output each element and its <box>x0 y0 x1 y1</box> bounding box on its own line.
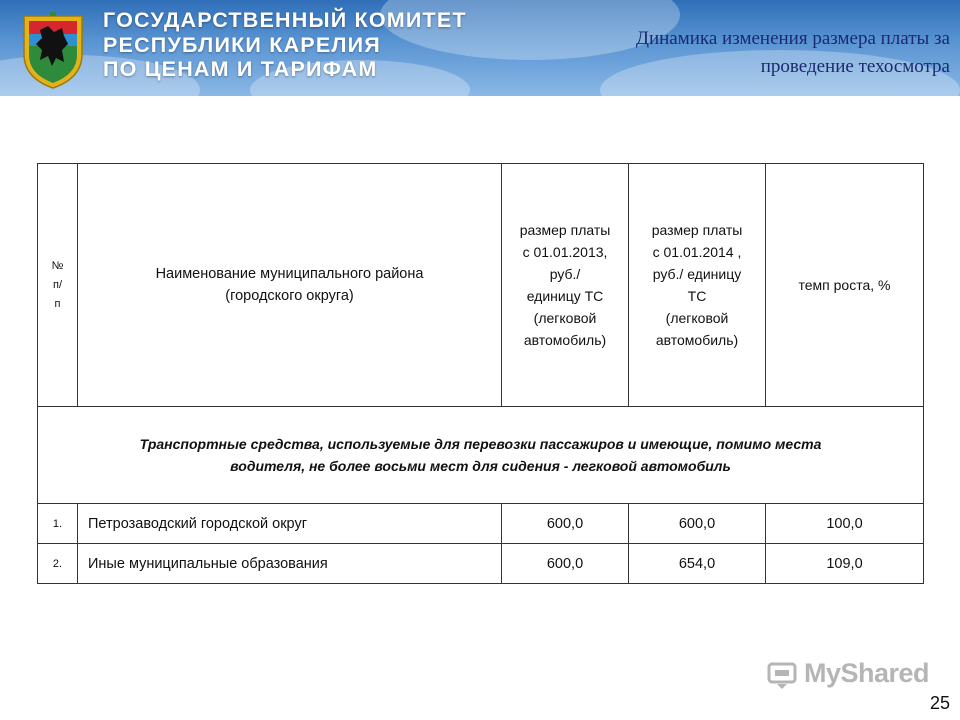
table-row <box>38 544 924 584</box>
header-text: автомобиль) <box>523 332 607 348</box>
org-line: ПО ЦЕНАМ И ТАРИФАМ <box>103 57 378 81</box>
org-line: ГОСУДАРСТВЕННЫЙ КОМИТЕТ <box>103 8 467 32</box>
header-text: п <box>54 297 61 310</box>
section-text: водителя, не более восьми мест для сидения - легковой автомобиль <box>230 458 731 474</box>
cell-growth: 100,0 <box>766 504 924 544</box>
table-row <box>38 504 924 544</box>
cell-fee-2014: 600,0 <box>629 504 766 544</box>
header-text: руб./ <box>549 266 581 282</box>
cell-fee-2014: 654,0 <box>629 544 766 584</box>
cell-growth: 109,0 <box>766 544 924 584</box>
watermark-text: MyShared <box>804 658 930 688</box>
header-banner <box>0 0 960 96</box>
fees-table <box>37 163 924 584</box>
header-text: ТС <box>687 288 707 304</box>
header-text: № <box>51 259 64 272</box>
header-cell-fee-2014 <box>629 164 766 407</box>
header-text: п/ <box>52 278 62 291</box>
organization-name <box>103 8 467 82</box>
cell-num: 2. <box>38 544 78 584</box>
header-text: руб./ единицу <box>652 266 742 282</box>
header-text: размер платы <box>651 222 743 238</box>
slide-title-line: Динамика изменения размера платы за <box>636 28 950 49</box>
karelia-emblem-icon <box>20 6 86 90</box>
header-text: автомобиль) <box>655 332 739 348</box>
slide-title-line: проведение техосмотра <box>760 56 950 77</box>
header-text: с 01.01.2014 , <box>652 244 742 260</box>
header-text: (городского округа) <box>225 288 354 304</box>
header-cell-fee-2013 <box>502 164 629 407</box>
section-text: Транспортные средства, используемые для перевозки пассажиров и имеющие, помимо места <box>139 436 822 452</box>
cell-region: Иные муниципальные образования <box>78 544 502 584</box>
header-text: с 01.01.2013, <box>522 244 608 260</box>
section-cell <box>38 407 924 504</box>
header-text: (легковой <box>665 310 729 326</box>
table-header-row <box>38 164 924 407</box>
cell-region: Петрозаводский городской округ <box>78 504 502 544</box>
header-text: (легковой <box>533 310 597 326</box>
org-line: РЕСПУБЛИКИ КАРЕЛИЯ <box>103 32 381 57</box>
section-row <box>38 407 924 504</box>
myshared-logo-icon <box>766 658 800 692</box>
cell-fee-2013: 600,0 <box>502 544 629 584</box>
myshared-watermark <box>766 656 930 696</box>
header-text: Наименование муниципального района <box>155 266 424 282</box>
slide-title <box>510 25 950 81</box>
header-cell-growth: темп роста, % <box>766 164 924 407</box>
header-text: единицу ТС <box>526 288 604 304</box>
header-cell-num <box>38 164 78 407</box>
header-cell-region <box>78 164 502 407</box>
cell-fee-2013: 600,0 <box>502 504 629 544</box>
page-number: 25 <box>929 693 950 713</box>
header-text: размер платы <box>519 222 611 238</box>
cell-num: 1. <box>38 504 78 544</box>
